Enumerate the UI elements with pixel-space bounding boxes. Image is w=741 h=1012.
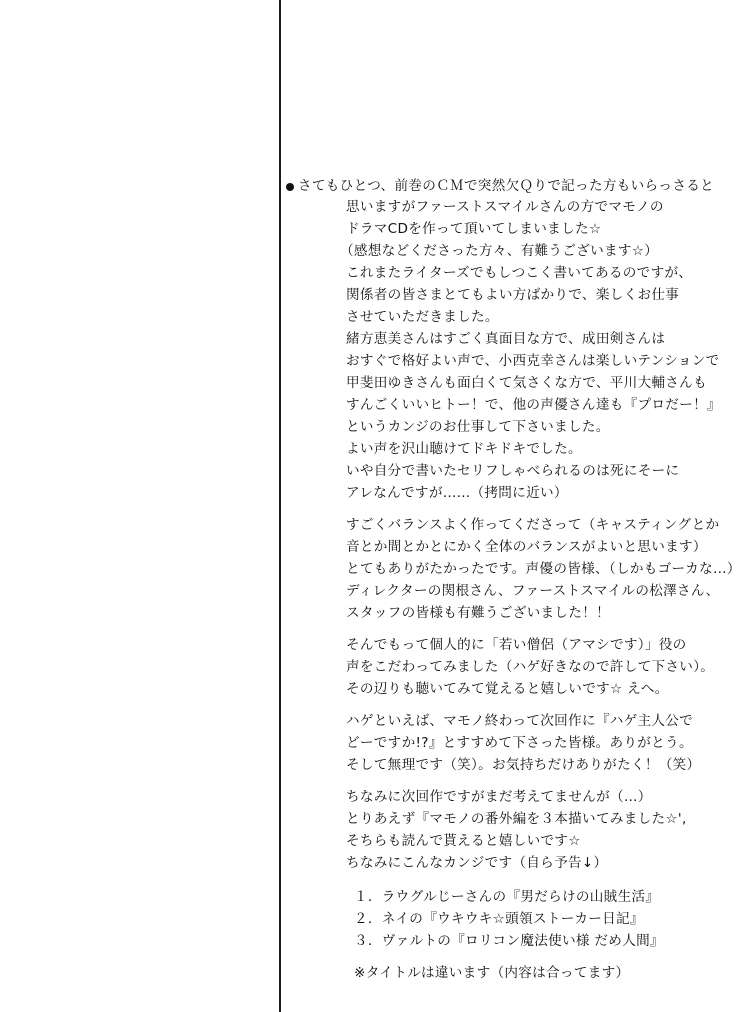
text-line: アレなんですが……（拷問に近い） [346, 485, 568, 501]
text-line: （感想などくださった方々、有難うございます☆） [340, 243, 659, 259]
text-line: とてもありがたかったです。声優の皆様、（しかもゴーカな…） [346, 561, 741, 577]
text-line: そんでもって個人的に「若い僧侶（アマシです）」役の [346, 637, 687, 653]
text-line: ちなみにこんなカンジです（自ら予告↓） [346, 855, 608, 871]
text-line: 音とか間とかとにかく全体のバランスがよいと思います） [346, 539, 707, 555]
text-line: よい声を沢山聴けてドキドキでした。 [346, 441, 582, 457]
text-line: スタッフの皆様も有難うございました！！ [346, 605, 610, 621]
text-line: その辺りも聴いてみて覚えると嬉しいです☆ えへ。 [346, 681, 669, 697]
text-line: そして無理です（笑）。お気持ちだけありがたく！（笑） [346, 757, 701, 773]
text-line: これまたライターズでもしつこく書いてあるのですが、 [346, 265, 693, 281]
text-line: というカンジのお仕事して下さいました。 [346, 419, 610, 435]
text-line: とりあえず『マモノの番外編を３本描いてみました☆', [346, 811, 687, 827]
text-line: 甲斐田ゆきさんも面白くて気さくな方で、平川大輔さんも [346, 375, 707, 391]
text-line: ドラマCDを作って頂いてしまいました☆ [346, 221, 602, 237]
text-line: 思いますがファーストスマイルさんの方でマモノの [346, 199, 664, 215]
text-line: いや自分で書いたセリフしゃべられるのは死にそーに [346, 463, 680, 479]
text-line: どーですか!?』とすすめて下さった皆様。ありがとう。 [346, 735, 693, 751]
text-line: 声をこだわってみました（ハゲ好きなので許して下さい）。 [346, 659, 715, 675]
footnote: ※タイトルは違います（内容は合ってます） [354, 965, 630, 981]
text-line: おすぐで格好よい声で、小西克幸さんは楽しいテンションで [346, 353, 720, 369]
list-item: ３．ヴァルトの『ロリコン魔法使い様 だめ人間』 [354, 933, 664, 949]
text-line: すごくバランスよく作ってくださって（キャスティングとか [346, 517, 720, 533]
text-line: すんごくいいヒトー！で、他の声優さん達も『プロだー！』 [346, 397, 721, 413]
text-line: ちなみに次回作ですがまだ考えてませんが（…） [346, 789, 652, 805]
list-item: １．ラウグルじーさんの『男だらけの山賊生活』 [354, 889, 660, 905]
text-line: 関係者の皆さまとてもよい方ばかりで、楽しくお仕事 [346, 287, 680, 303]
text-line: ディレクターの関根さん、ファーストスマイルの松澤さん、 [346, 583, 720, 599]
list-item: ２．ネイの『ウキウキ☆頭領ストーカー日記』 [354, 911, 644, 927]
text-line: 緒方恵美さんはすごく真面目な方で、成田剣さんは [346, 331, 666, 347]
text-line: そちらも読んで貰えると嬉しいです☆ [346, 833, 581, 849]
text-line: さてもひとつ、前巻のＣＭで突然欠Ｑりで記った方もいらっさると [298, 178, 714, 194]
bullet-dot [286, 183, 294, 191]
gutter-divider-line [279, 0, 281, 1012]
text-line: させていただきました。 [346, 309, 499, 325]
text-line: ハゲといえば、マモノ終わって次回作に『ハゲ主人公で [346, 713, 694, 729]
